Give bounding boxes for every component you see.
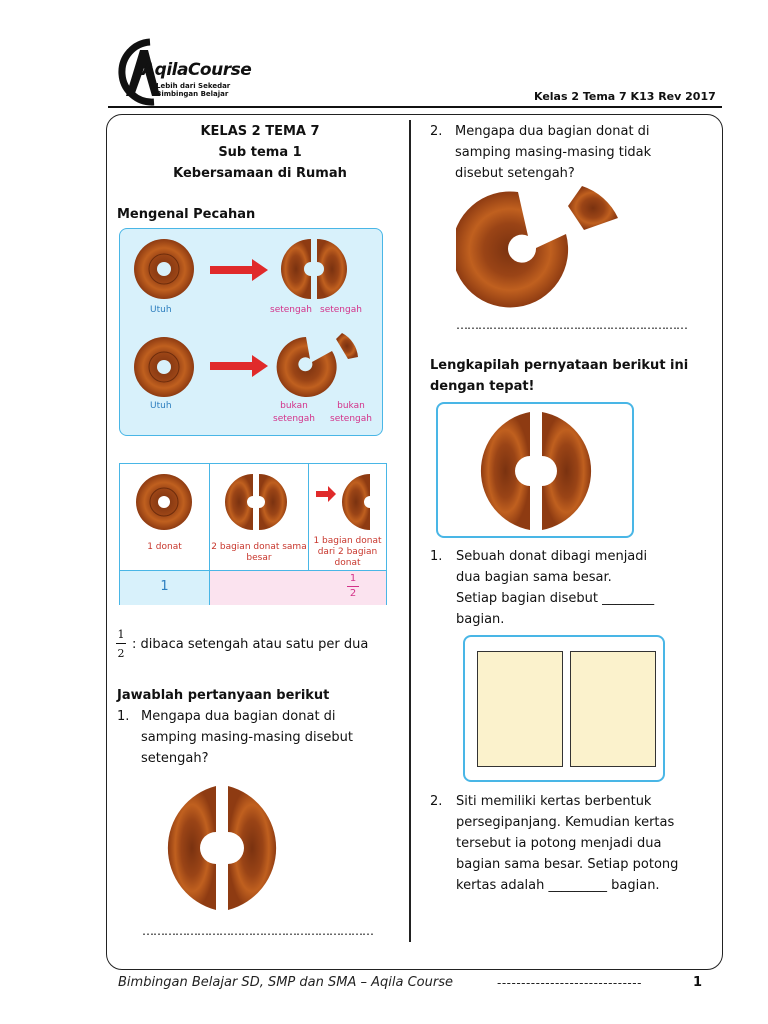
- question-text: setengah?: [141, 751, 209, 766]
- question-text: Mengapa dua bagian donat di: [141, 709, 336, 724]
- figure-caption: bukan: [280, 401, 308, 411]
- question-text: samping masing-masing tidak: [455, 145, 652, 160]
- table-caption: 2 bagian donat sama: [211, 542, 307, 552]
- logo-tagline: Bimbingan Belajar: [156, 90, 229, 98]
- statement-text: Sebuah donat dibagi menjadi: [456, 549, 648, 564]
- statement-text: bagian.: [456, 612, 505, 627]
- donut-icon: [134, 472, 194, 532]
- donut-icon: [132, 237, 196, 301]
- statement-number: 2.: [430, 794, 443, 809]
- figure-caption: setengah: [320, 305, 362, 315]
- donut-icon: [342, 472, 372, 532]
- donut-figure-box: [436, 402, 634, 538]
- page-title: KELAS 2 TEMA 7: [200, 124, 320, 139]
- logo-text: AqilaCourse: [142, 60, 252, 80]
- answer-line: ………………………………………………………: [142, 924, 373, 938]
- question-text: Mengapa dua bagian donat di: [455, 124, 650, 139]
- fraction-denominator: 2: [117, 647, 125, 660]
- footer-text: Bimbingan Belajar SD, SMP dan SMA – Aqila Course: [118, 975, 453, 990]
- statement-number: 1.: [430, 549, 443, 564]
- donut-icon: [132, 335, 196, 399]
- logo-tagline: Lebih dari Sekedar: [156, 82, 231, 90]
- table-value: 1: [160, 579, 169, 594]
- statement-text: Siti memiliki kertas berbentuk: [456, 794, 652, 809]
- page-number: 1: [693, 975, 703, 990]
- statement-text: kertas adalah _________ bagian.: [456, 878, 660, 893]
- fraction-note: : dibaca setengah atau satu per dua: [132, 637, 369, 652]
- statement-text: bagian sama besar. Setiap potong: [456, 857, 679, 872]
- statement-text: persegipanjang. Kemudian kertas: [456, 815, 675, 830]
- header-title: Kelas 2 Tema 7 K13 Rev 2017: [534, 90, 716, 103]
- table-caption: 1 donat: [147, 542, 182, 552]
- figure-caption: setengah: [270, 305, 312, 315]
- fraction-figure-panel: [119, 228, 383, 436]
- donut-icon: [464, 410, 608, 532]
- question-number: 1.: [117, 709, 130, 724]
- section-heading: dengan tepat!: [430, 379, 535, 394]
- donut-icon: [224, 472, 288, 532]
- table-caption: besar: [246, 553, 272, 563]
- footer-dashes: ------------------------------: [497, 976, 642, 990]
- section-heading: Lengkapilah pernyataan berikut ini: [430, 358, 689, 373]
- question-text: samping masing-masing disebut: [141, 730, 353, 745]
- donut-icon: [280, 237, 348, 301]
- paper-figure-box: [463, 635, 665, 782]
- arrow-icon: [210, 259, 270, 281]
- arrow-icon: [210, 355, 270, 377]
- section-heading: Mengenal Pecahan: [117, 207, 256, 222]
- table-fraction-denominator: 2: [349, 588, 357, 599]
- column-divider: [409, 120, 411, 942]
- subtheme-name: Kebersamaan di Rumah: [173, 166, 347, 181]
- table-caption: donat: [334, 558, 361, 568]
- donut-icon: [456, 184, 626, 312]
- statement-text: dua bagian sama besar.: [456, 570, 612, 585]
- figure-caption: Utuh: [150, 401, 172, 411]
- arrow-icon: [316, 486, 336, 502]
- paper-half: [477, 651, 563, 767]
- donut-icon: [150, 782, 294, 914]
- figure-caption: bukan: [337, 401, 365, 411]
- statement-text: tersebut ia potong menjadi dua: [456, 836, 662, 851]
- header-rule: [108, 106, 722, 108]
- figure-caption: Utuh: [150, 305, 172, 315]
- paper-half: [570, 651, 656, 767]
- logo: [116, 38, 252, 106]
- table-caption: dari 2 bagian: [317, 547, 378, 557]
- answer-line: ………………………………………………………: [456, 318, 687, 332]
- section-heading: Jawablah pertanyaan berikut: [117, 688, 330, 703]
- table-fraction-numerator: 1: [349, 573, 357, 584]
- fraction-table: [119, 463, 387, 605]
- figure-caption: setengah: [273, 414, 315, 424]
- table-caption: 1 bagian donat: [313, 536, 382, 546]
- fraction-numerator: 1: [117, 628, 125, 641]
- donut-icon: [272, 329, 362, 399]
- question-number: 2.: [430, 124, 443, 139]
- page-subtitle: Sub tema 1: [218, 145, 302, 160]
- statement-text: Setiap bagian disebut ________: [456, 591, 655, 606]
- question-text: disebut setengah?: [455, 166, 575, 181]
- figure-caption: setengah: [330, 414, 372, 424]
